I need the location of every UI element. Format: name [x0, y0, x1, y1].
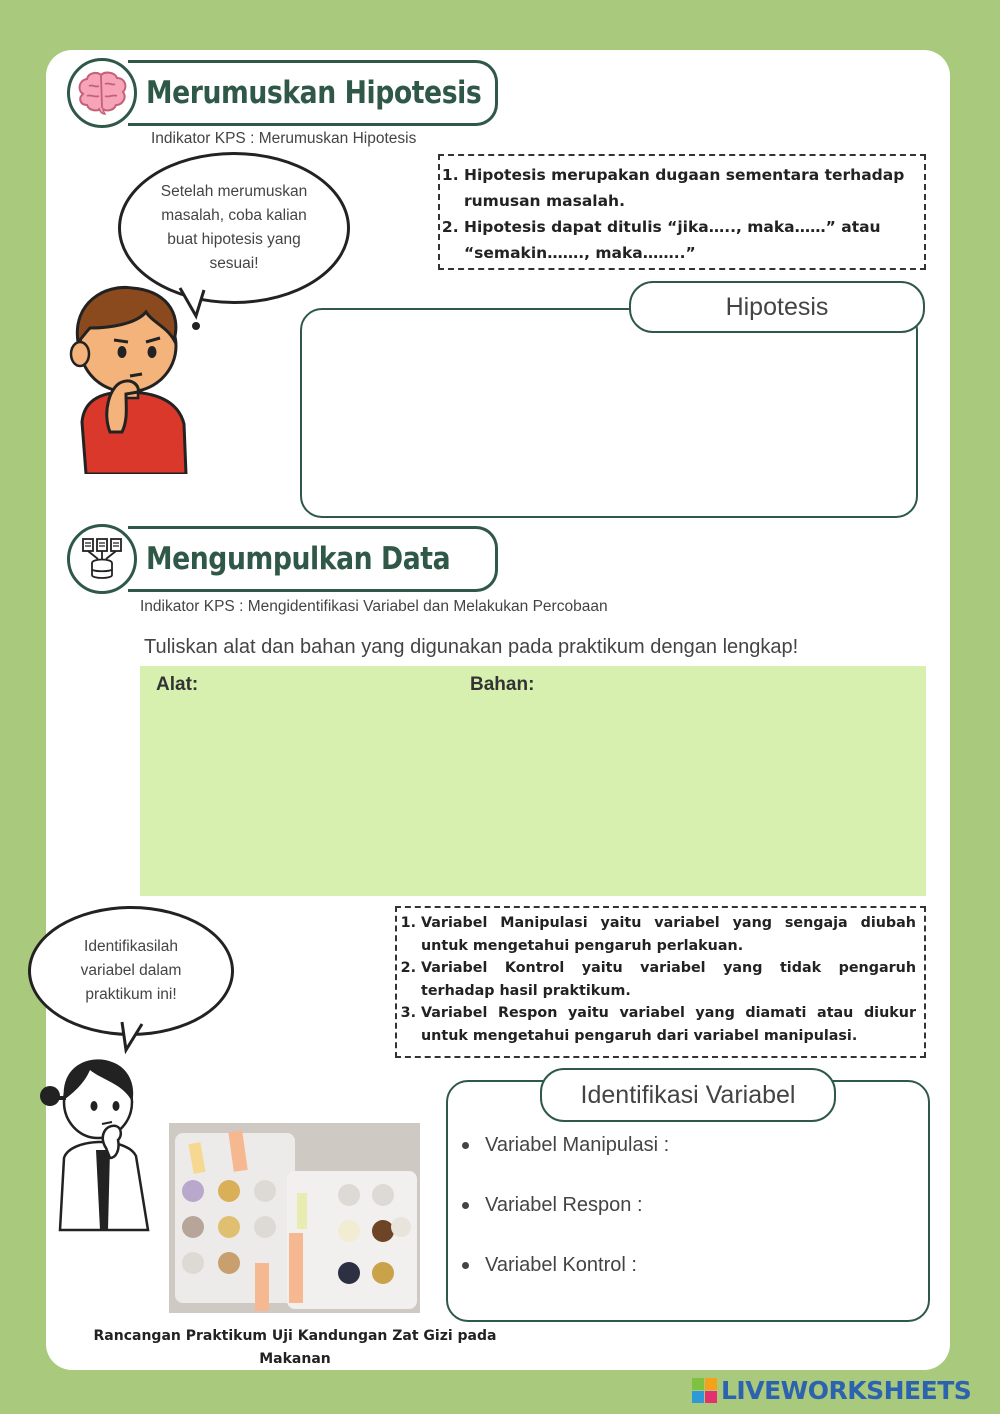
- liveworksheets-logo[interactable]: [692, 1376, 971, 1405]
- variable-label: Variabel Manipulasi :: [485, 1134, 670, 1156]
- thinking-boy-illustration: [66, 282, 196, 474]
- speech-bubble-variables: [28, 906, 234, 1036]
- bahan-label: Bahan:: [470, 674, 535, 695]
- note-item: 1. Variabel Manipulasi yaitu variabel yang sengaja diubah untuk mengetahui pengaruh perlakuan.: [421, 912, 916, 957]
- variable-label: Variabel Kontrol :: [485, 1254, 637, 1276]
- variable-respon-item[interactable]: [462, 1194, 643, 1217]
- variable-label: Variabel Respon :: [485, 1194, 643, 1216]
- brain-icon: [67, 58, 137, 128]
- variable-notes-box: [395, 906, 926, 1058]
- identification-title: Identifikasi Variabel: [580, 1080, 796, 1109]
- database-icon: [67, 524, 137, 594]
- bullet: [462, 1262, 469, 1269]
- section1-title-pill: [128, 60, 498, 126]
- variable-kontrol-item[interactable]: [462, 1254, 637, 1277]
- bullet: [462, 1202, 469, 1209]
- photo-caption: Rancangan Praktikum Uji Kandungan Zat Gizi pada Makanan: [93, 1328, 497, 1367]
- section1-indicator: Indikator KPS : Merumuskan Hipotesis: [151, 130, 417, 147]
- note-item: 1. Hipotesis merupakan dugaan sementara terhadap rumusan masalah.: [464, 162, 916, 214]
- bullet: [462, 1142, 469, 1149]
- identification-title-pill: [540, 1068, 836, 1122]
- bubble-text: Setelah merumuskan masalah, coba kalian buat hipotesis yang sesuai!: [160, 183, 308, 272]
- bubble-text: Identifikasilah variabel dalam praktikum ini!: [80, 938, 182, 1003]
- instruction-text: Tuliskan alat dan bahan yang digunakan pada praktikum dengan lengkap!: [144, 636, 799, 658]
- thinking-girl-illustration: [36, 1040, 160, 1232]
- experiment-photo: [169, 1123, 420, 1313]
- note-item: 2. Hipotesis dapat ditulis “jika….., maka……” atau “semakin……., maka……..”: [464, 214, 916, 266]
- logo-mark-icon: [692, 1378, 717, 1403]
- section1-title: Merumuskan Hipotesis: [146, 75, 482, 111]
- variable-manipulasi-item[interactable]: [462, 1134, 669, 1157]
- section2-title-pill: [128, 526, 498, 592]
- alat-label: Alat:: [156, 674, 199, 695]
- hypothesis-label: Hipotesis: [725, 292, 829, 321]
- section2-indicator: Indikator KPS : Mengidentifikasi Variabel dan Melakukan Percobaan: [140, 598, 608, 615]
- alat-bahan-area[interactable]: [140, 666, 926, 896]
- hypothesis-answer-box[interactable]: [300, 308, 918, 518]
- logo-text: LIVEWORKSHEETS: [721, 1376, 972, 1405]
- section2-title: Mengumpulkan Data: [146, 541, 451, 577]
- hypothesis-label-pill: [629, 281, 925, 333]
- note-item: 3. Variabel Respon yaitu variabel yang diamati atau diukur untuk mengetahui pengaruh dari variabel manipulasi.: [421, 1002, 916, 1047]
- hypothesis-notes-box: [438, 154, 926, 270]
- note-item: 2. Variabel Kontrol yaitu variabel yang tidak pengaruh terhadap hasil praktikum.: [421, 957, 916, 1002]
